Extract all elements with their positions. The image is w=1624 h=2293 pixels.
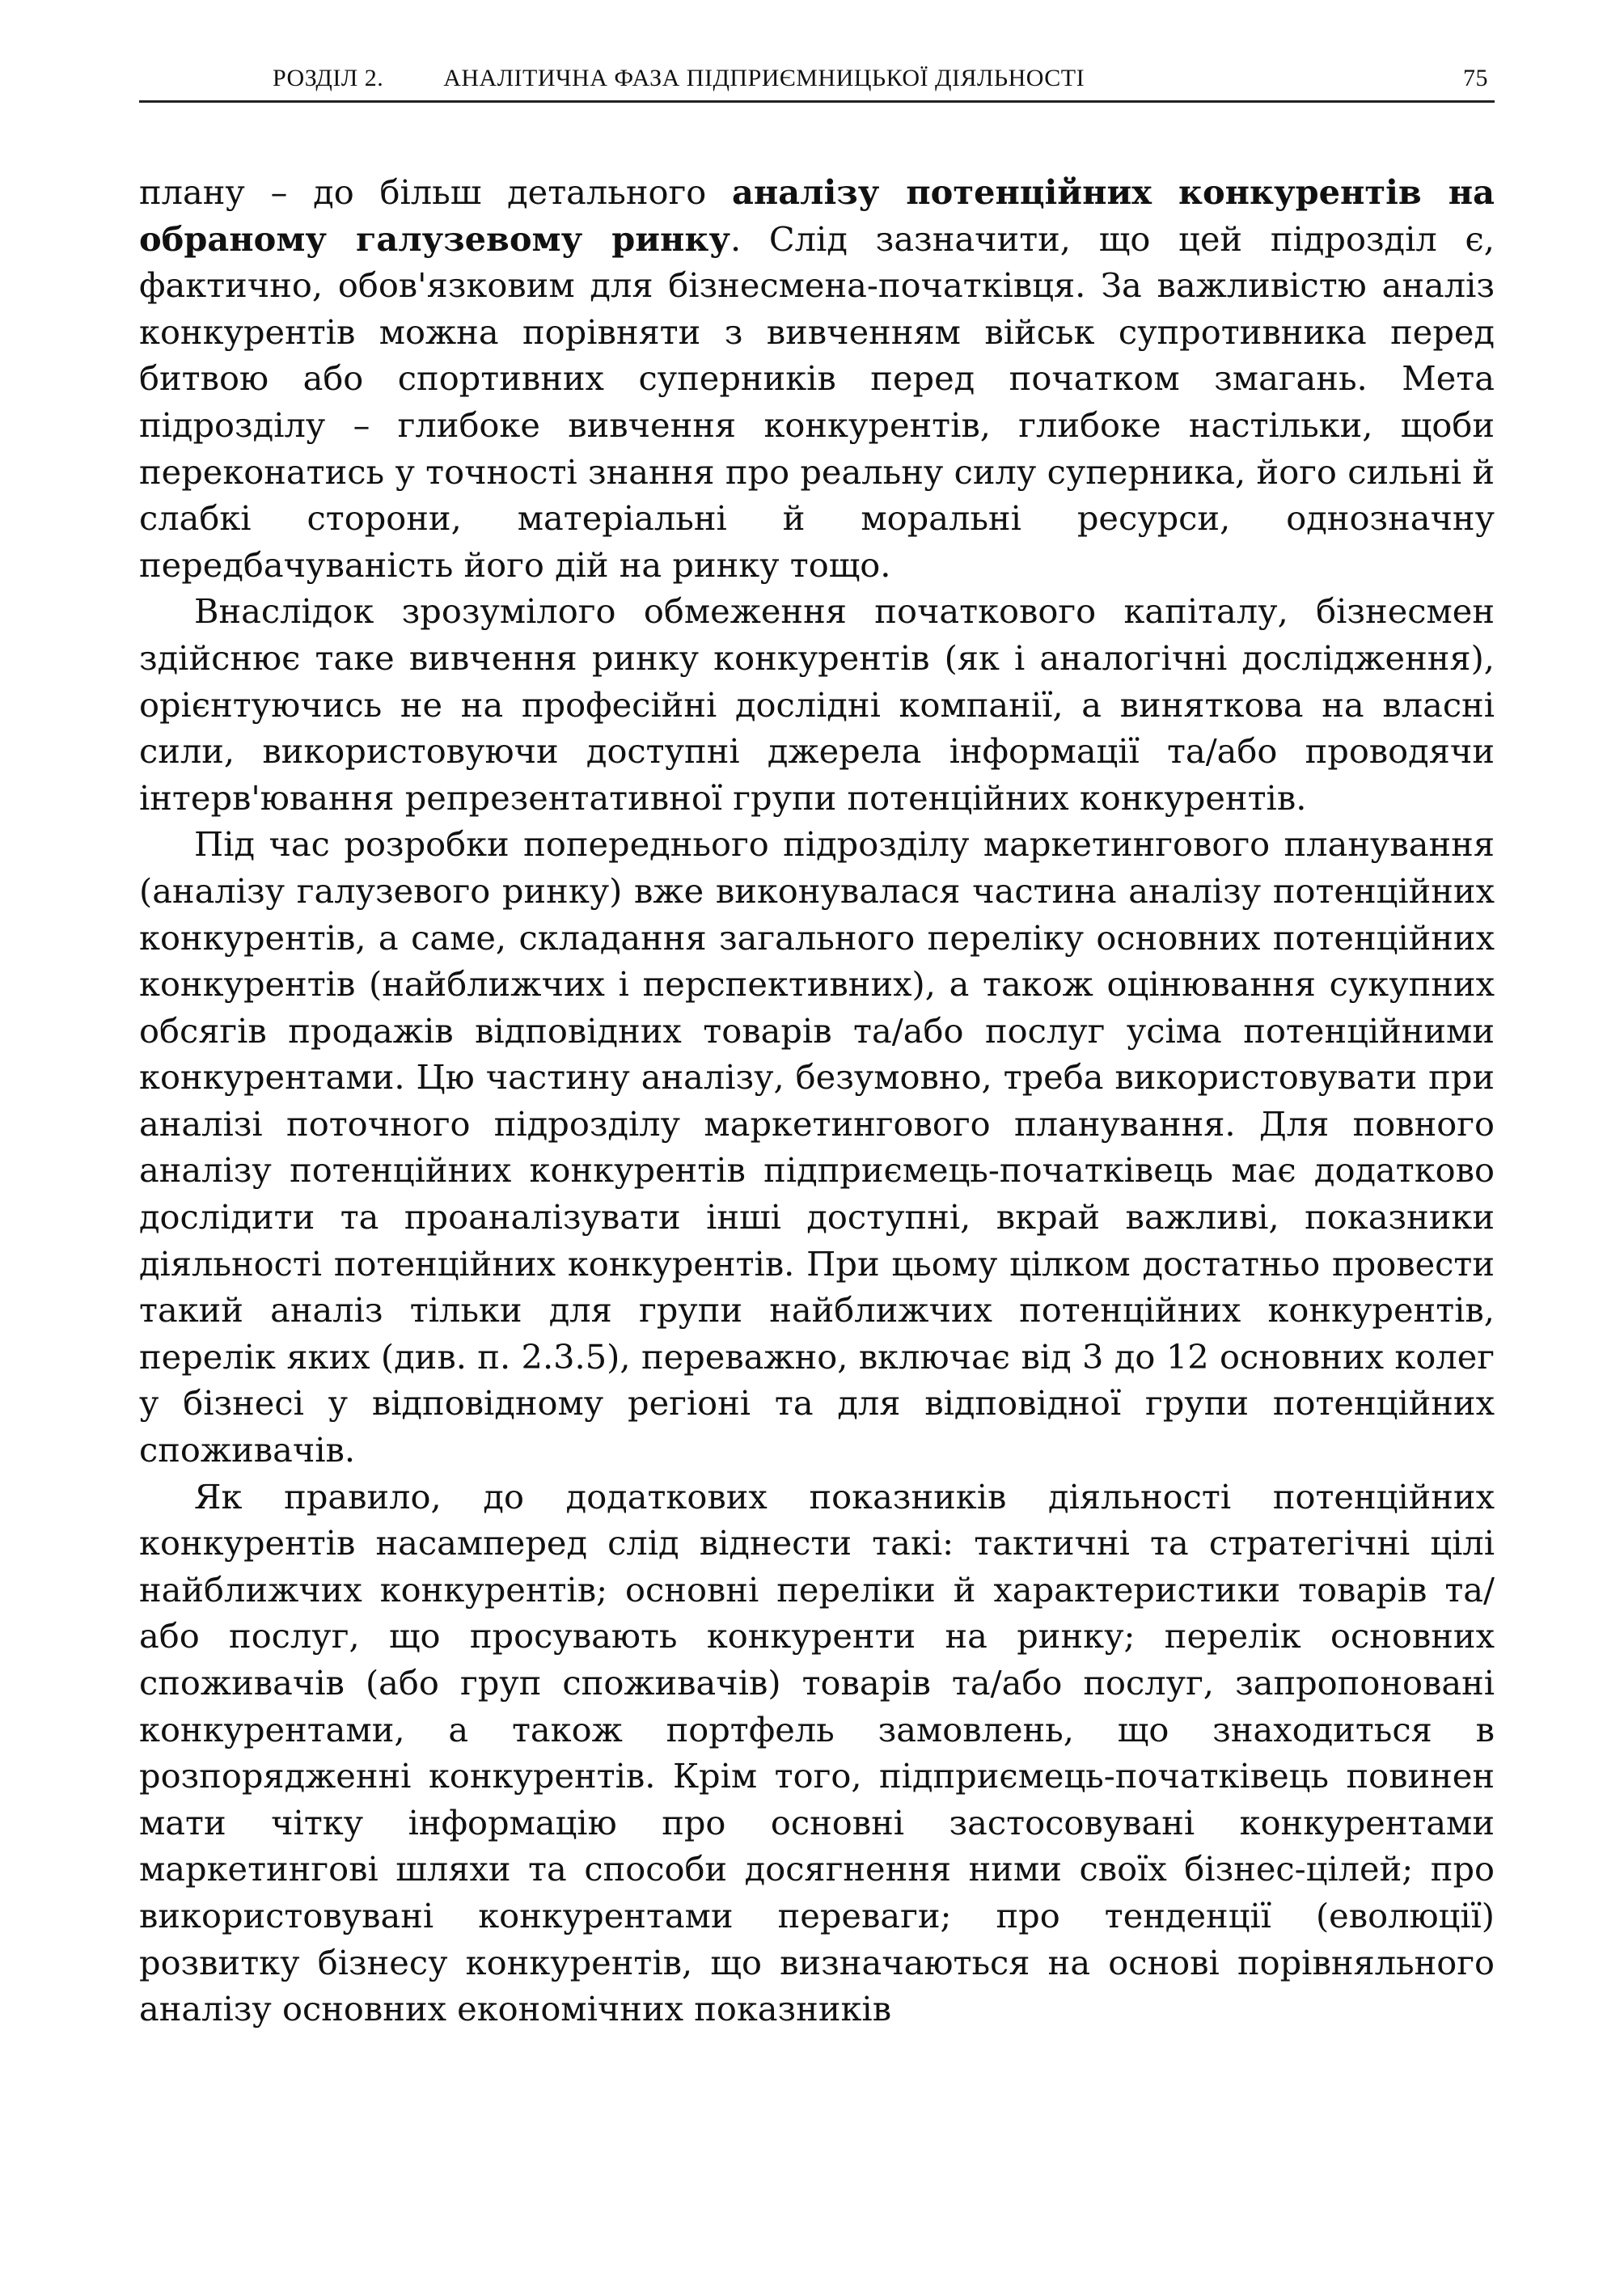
paragraph-3: Під час розробки попереднього підрозділу маркетингового планування (аналізу галузевого ринку) вже виконувалася частина аналізу потенційних конкурентів, а саме, складання загального переліку основних потенційних конкурентів (найближчих і перспективних), а також оцінювання сукупних обсягів продажів відповідних товарів та/або послуг усіма потенційними конкурентами. Цю частину аналізу, безумовно, треба використовувати при аналізі поточного підрозділу маркетингового планування. Для повного аналізу потенційних конкурентів підприємець-початківець має додатково дослідити та проаналізувати інші доступні, вкрай важливі, показники діяльності потенційних конкурентів. При цьому цілком достатньо провести такий аналіз тільки для групи найближчих потенційних конкурентів, перелік яких (див. п. 2.3.5), переважно, включає від 3 до 12 основних колег у бізнесі у відповідному регіоні та для відповідної групи потенційних споживачів. <box>139 824 1495 1470</box>
paragraph-1-lead: плану – до більш детального <box>139 172 733 212</box>
chapter-label: РОЗДІЛ 2. <box>273 65 384 91</box>
paragraph-2: Внаслідок зрозумілого обмеження початкового капіталу, бізнесмен здійснює таке вивчення ринку конкурентів (як і аналогічні дослідження), орієнтуючись не на професійні дослідні компанії, а виняткова на власні сили, використовуючи доступні джерела інформації та/або проводячи інтерв'ювання репрезентативної групи потенційних конкурентів. <box>139 591 1495 818</box>
running-head <box>139 65 1495 103</box>
paragraph-1-bold-term: аналізу потенційних конкурентів на обраному галузевому ринку <box>139 172 1495 259</box>
book-page <box>139 65 1495 2033</box>
paragraph-1 <box>139 169 1495 588</box>
page-number: 75 <box>1463 65 1488 91</box>
chapter-title: АНАЛІТИЧНА ФАЗА ПІДПРИЄМНИЦЬКОЇ ДІЯЛЬНОСТІ <box>443 65 1085 91</box>
body-text <box>139 169 1495 2033</box>
paragraph-4: Як правило, до додаткових показників діяльності потенційних конкурентів насамперед слід віднести такі: тактичні та стратегічні цілі найближчих конкурентів; основні переліки й характеристики товарів та/або послуг, що просувають конкуренти на ринку; перелік основних споживачів (або груп споживачів) товарів та/або послуг, запропоновані конкурентами, а також портфель замовлень, що знаходиться в розпорядженні конкурентів. Крім того, підприємець-початківець повинен мати чітку інформацію про основні застосовувані конкурентами маркетингові шляхи та способи досягнення ними своїх бізнес-цілей; про використовувані конкурентами переваги; про тенденції (еволюції) розвитку бізнесу конкурентів, що визначаються на основі порівняльного аналізу основних економічних показників <box>139 1476 1495 2029</box>
paragraph-1-rest: . Слід зазначити, що цей підрозділ є, фактично, обов'язковим для бізнесмена-початківця. За важливістю аналіз конкурентів можна порівняти з вивченням військ супротивника перед битвою або спортивних суперників перед початком змагань. Мета підрозділу – глибоке вивчення конкурентів, глибоке настільки, щоби переконатись у точності знання про реальну силу суперника, його сильні й слабкі сторони, матеріальні й моральні ресурси, однозначну передбачуваність його дій на ринку тощо. <box>139 218 1495 585</box>
